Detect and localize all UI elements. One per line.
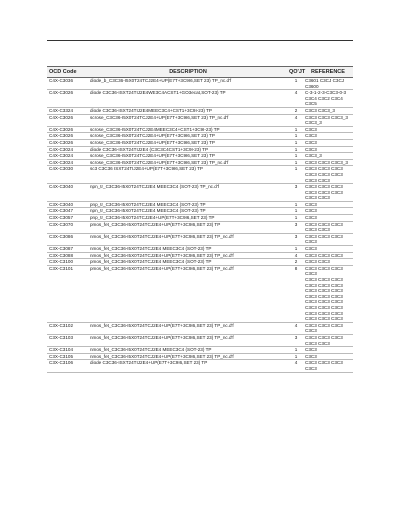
- row-reference: C3C3 C3C3 C3C3: [305, 252, 343, 258]
- row-qty: 1: [294, 215, 298, 221]
- table-row: [47, 259, 353, 266]
- table-row: [47, 215, 353, 222]
- row-code: C3X-C3087: [49, 246, 74, 252]
- row-description: scrose_C3C36-I5X0T24TCJ2E4+UP(E7T+3C9I6,SET 23) TP: [90, 133, 215, 139]
- row-qty: 1: [294, 246, 298, 252]
- row-description: scrose_C3C36-I5X0T24TCJ2E4+UP(E7T+3C9I6,SET 23) TP_nc.d'f: [90, 114, 229, 120]
- header-code: OCD Code: [49, 69, 77, 75]
- row-description: scrose_C3C36-I5X0T24TCJ2E4+UP(E7T+3C9I6,SET 23) TP: [90, 139, 215, 145]
- table-row: [47, 166, 353, 184]
- table-row: [47, 108, 353, 115]
- row-code: C3X-C3086: [49, 233, 74, 239]
- table-row: [47, 323, 353, 335]
- row-description: nmos_fet_C3C36-I5X0T24TCJ2E4+UP(E7T+3C9I6,SET 23) TP_nc.d'f: [90, 252, 234, 258]
- row-code: C3X-C3100: [49, 259, 74, 265]
- row-description: npn_tr_C3C36-I5X0T24TCJ2E4 MEEC3C4 (SOT-23) TP: [90, 208, 206, 214]
- row-reference: C3C3: [305, 201, 317, 207]
- row-reference: C3C3 C3C3 C3C3 C3C3 C3C3: [305, 221, 343, 233]
- row-reference: C3C3 C3C3: [305, 259, 330, 265]
- row-description: diode C3C36-ISXT24TIJ2E4MEEC3C4+CST1+3C9I-23) TP: [90, 107, 212, 113]
- row-qty: 1: [294, 133, 298, 139]
- table-row: [47, 347, 353, 354]
- row-code: C4X-C3036: [49, 78, 74, 83]
- row-qty: 1: [294, 78, 298, 83]
- row-reference: C3C3 C3C3_3: [305, 107, 335, 113]
- row-code: C4X-C3026: [49, 114, 74, 120]
- row-code: C3X-C3057: [49, 215, 74, 221]
- row-qty: 1: [294, 139, 298, 145]
- row-reference: C3C3: [305, 133, 317, 139]
- table-row: [47, 246, 353, 253]
- row-qty: 4: [294, 322, 298, 328]
- row-reference: C3C3_3: [305, 153, 322, 159]
- row-reference: C3C3: [305, 139, 317, 145]
- table-row: [47, 153, 353, 160]
- row-qty: 3: [294, 334, 298, 340]
- row-description: pnp_tr_C3C36-I5X0T24TCJ2E4+UP(E7T+3C9I6,SET 23) TP: [90, 215, 215, 221]
- table-row: [47, 354, 353, 361]
- row-description: pmos_fet_C3C36-I5X0T24TCJ2E4+UP(E7T+3C9I6,SET 23) TP: [90, 221, 221, 227]
- table-row: [47, 147, 353, 154]
- row-reference: C3601 C3CJ C3CJ C3600: [305, 78, 345, 89]
- row-reference: C3C3: [305, 215, 317, 221]
- row-qty: 1: [294, 166, 298, 172]
- row-code: C4X-C3026: [49, 133, 74, 139]
- row-description: nmos_fet_C3C36-I5X0T24TCJ2E4+UP(E7T+3C9I6,SET 23) TP_nc.d'f: [90, 334, 234, 340]
- row-code: C3X-C3040: [49, 201, 74, 207]
- row-reference: C3C3: [305, 208, 317, 214]
- table-row: [47, 160, 353, 167]
- row-reference: C3C3 C3C3 C3C3 C3C3: [305, 322, 343, 334]
- row-description: diode C3C36-ISXT24TIJ2E4 (C3C3C4CST1+3C9I-23) TP: [90, 146, 209, 152]
- row-reference: C3C3 C3C3 C3C3 C3C3: [305, 360, 343, 371]
- table-row: [47, 222, 353, 234]
- row-reference: C3C3: [305, 246, 317, 252]
- row-description: scrose_C3C36-I5X0T24TCJ2E4+UP(E7T+3C9I6,SET 23) TP: [90, 153, 215, 159]
- row-qty: 2: [294, 259, 298, 265]
- row-code: C4X-C3026: [49, 90, 74, 96]
- row-description: diode C3C36-ISXT24TIJ2E4+UP(E7T+3C9I6,SET 23) TP: [90, 360, 208, 366]
- row-description: nmos_fet_C3C36-I5X0T24TCJ2E4+UP(E7T+3C9I6,SET 23) TP_nc.d'f: [90, 322, 234, 328]
- row-reference: C3C3 C3C3 C3C3 C3C3: [305, 233, 343, 245]
- row-qty: 1: [294, 347, 298, 353]
- page-top-rule: [47, 40, 353, 41]
- header-qty: QO'JT: [289, 69, 306, 75]
- table-row: [47, 133, 353, 140]
- header-reference: REFERENCE: [311, 69, 345, 75]
- row-code: C3X-C3101: [49, 265, 74, 271]
- row-code: C3X-C3106: [49, 360, 74, 366]
- row-reference: C3C3 C3C3 C3C3_3 C3C3_3: [305, 114, 348, 126]
- row-qty: 8: [294, 265, 298, 271]
- row-qty: 1: [294, 146, 298, 152]
- table-row: [47, 360, 353, 372]
- row-code: C3X-C3047: [49, 208, 74, 214]
- table-row: [47, 184, 353, 202]
- row-description: nmos_fet_C3C36-I5X0T24TCJ2E4+UP(E7T+3C9I6,SET 23) TP_nc.d'f: [90, 353, 234, 359]
- row-qty: 4: [294, 90, 298, 96]
- table-row: [47, 234, 353, 246]
- table-row: [47, 115, 353, 127]
- table-row: [47, 78, 353, 90]
- row-qty: 3: [294, 233, 298, 239]
- row-description: pmos_fet_C3C36-I5X0T24TCJ2E4+UP(E7T+3C9I6,SET 23) TP_nc.d'f: [90, 265, 234, 271]
- row-code: C3X-C3103: [49, 334, 74, 340]
- table-row: [47, 335, 353, 347]
- row-qty: 1: [294, 159, 298, 165]
- row-qty: 3: [294, 184, 298, 190]
- row-code: C3X-C3102: [49, 322, 74, 328]
- row-code: C4X-C3024: [49, 153, 74, 159]
- row-reference: C3C3 C3C3 C3C3 C3C3 C3C3: [305, 334, 343, 346]
- row-code: C4X-C3324: [49, 107, 74, 113]
- row-qty: 1: [294, 353, 298, 359]
- row-code: C3X-C3088: [49, 252, 74, 258]
- row-code: C4X-C3024: [49, 146, 74, 152]
- row-qty: 4: [294, 360, 298, 366]
- row-code: C3X-C3104: [49, 347, 74, 353]
- table-row: [47, 140, 353, 147]
- table-body: [47, 78, 353, 373]
- row-reference: C3C3: [305, 353, 317, 359]
- row-qty: 1: [294, 208, 298, 214]
- row-reference: C3C3 C3C3 C3C3_3: [305, 159, 348, 165]
- row-code: C4X-C3026: [49, 139, 74, 145]
- row-reference: C3C3 C3C3 C3C3 C3C3 C3C3 C3C3 C3C3 C3C3 C3C3 C3C3 C3C3 C3C3 C3C3 C3C3 C3C3 C3C3 C3C3 C3C3 C3C3 C3C3 C3C3 C3C3 C3C3 C3C3 C3C3 C3C3 C3C3 C3C3: [305, 265, 343, 322]
- row-reference: C3C3: [305, 126, 317, 132]
- parts-table: [47, 66, 353, 373]
- table-row: [47, 127, 353, 134]
- row-code: C3X-C3105: [49, 353, 74, 359]
- row-code: C4X-C3026: [49, 126, 74, 132]
- row-description: scrose_C3C36-I5X0T24TCJ2E4+UP(E7T+3C9I6,SET 23) TP_nc.d'f: [90, 159, 229, 165]
- row-qty: 3: [294, 221, 298, 227]
- table-row: [47, 266, 353, 323]
- row-description: sc3 C3C36 ISXT24TIJ2E4+UP(E7T+3C9I6,SET 23) TP: [90, 166, 203, 172]
- row-code: C4X-C3024: [49, 159, 74, 165]
- row-code: C4X-C3030: [49, 166, 74, 172]
- row-code: C4X-C3040: [49, 184, 74, 190]
- table-row: [47, 202, 353, 209]
- row-qty: 1: [294, 153, 298, 159]
- row-description: npn_tr_C3C36-I5X0T24TCJ2E4 MEEC3C4 (SOT-23) TP_nc.d'f: [90, 184, 219, 190]
- table-row: [47, 90, 353, 108]
- row-reference: C3C3: [305, 146, 317, 152]
- table-row: [47, 208, 353, 215]
- row-description: pnp_tr_C3C36-I5X0T24TCJ2E4 MEEC3C4 (SOT-23) TP: [90, 201, 206, 207]
- row-reference: C3C3 C3C3 C3C3 C3C3 C3C3 C3C3 C3C3 C3C3: [305, 184, 343, 201]
- row-qty: 1: [294, 201, 298, 207]
- row-description: nmos_fet_C3C36-I5X0T24TCJ2E4 MEEC3C4 (SOT-23) TP: [90, 347, 212, 353]
- row-reference: C3C3: [305, 347, 317, 353]
- row-qty: 4: [294, 114, 298, 120]
- header-description: DESCRIPTION: [169, 69, 207, 75]
- row-description: nmos_fet_C3C36-I5X0T24TCJ2E4 MEEC3C4 (SOT-23) TP: [90, 246, 212, 252]
- row-description: diode C3C36-ISXT24TIJ2E4WE3C4ACST1+GO3ecat,SOT-23) TP: [90, 90, 226, 96]
- row-qty: 2: [294, 107, 298, 113]
- row-qty: 4: [294, 252, 298, 258]
- table-row: [47, 253, 353, 260]
- row-description: pmos_fet_C3C36-I5X0T24TCJ2E4 MEEC3C4 (SOT-23) TP: [90, 259, 212, 265]
- row-reference: C-3-1-2-3-C3C3-0-3 C3C4 C3C2 C3C4 C3C5: [305, 90, 347, 107]
- row-reference: C3C3 C3C3 C3C3 C3C3 C3C3 C3C3 C3C3 C3C3: [305, 166, 343, 183]
- row-description: diode_b_C3C36-I5X0T24TCJ2E4+UP(E7T+3C9I6,SET 23) TP_nc.d'f: [90, 78, 232, 83]
- table-header: [47, 66, 353, 78]
- row-qty: 1: [294, 126, 298, 132]
- row-description: scrose_C3C36-I5X0T24TCJ2E4MEEC3C4+CST1+3C9I-23) TP: [90, 126, 220, 132]
- row-description: nmos_fet_C3C36-I5X0T24TCJ2E4+UP(E7T+3C9I6,SET 23) TP_nc.d'f: [90, 233, 234, 239]
- row-code: C3X-C3070: [49, 221, 74, 227]
